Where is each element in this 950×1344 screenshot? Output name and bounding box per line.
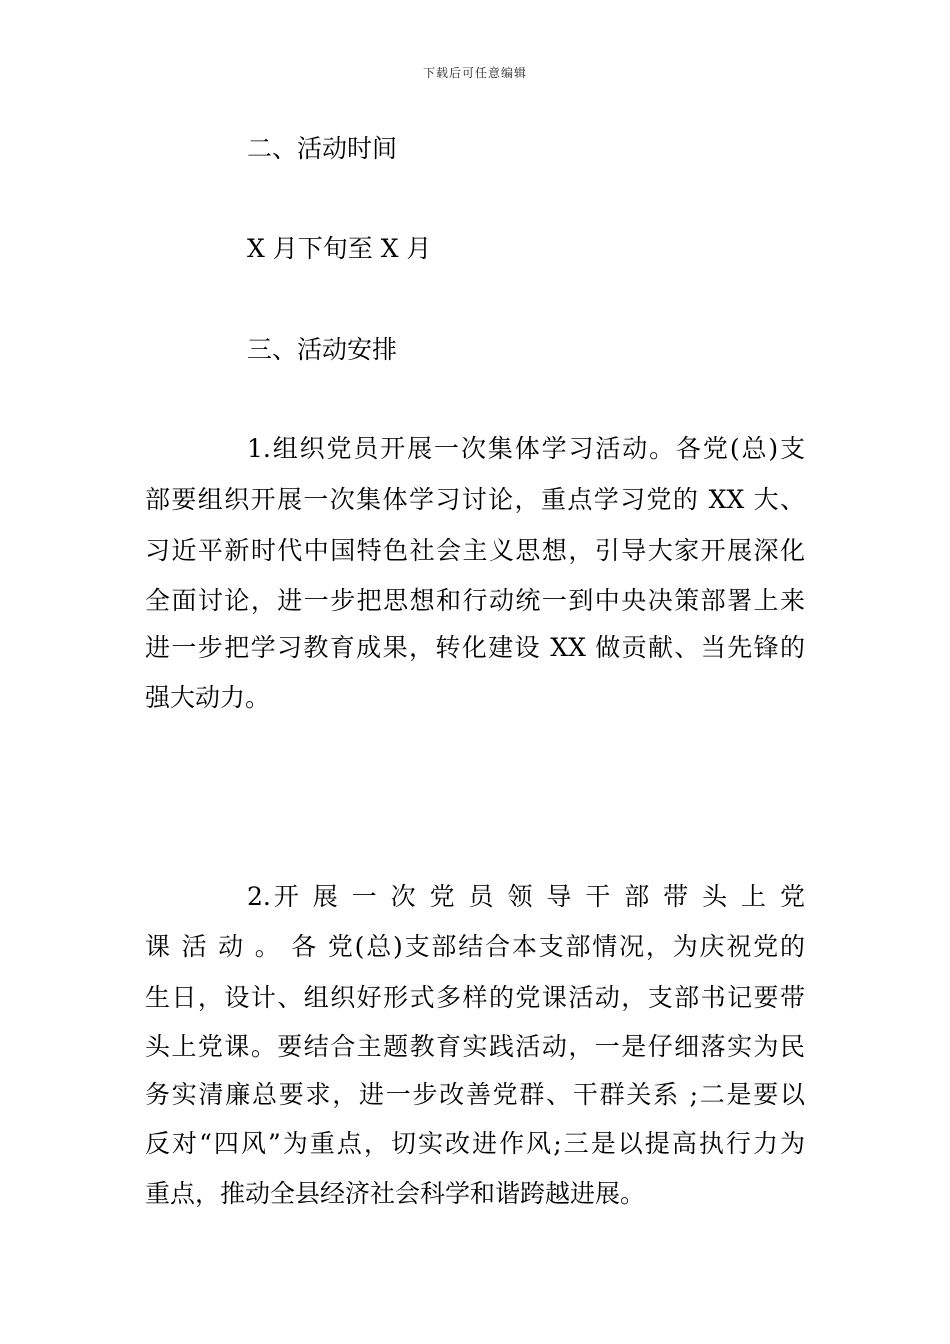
section-heading-arrangement: 三、活动安排 xyxy=(247,335,398,364)
paragraph-line: 生日，设计、组织好形式多样的党课活动，支部书记要带 xyxy=(145,983,805,1012)
page-header: 下载后可任意编辑 xyxy=(422,66,527,80)
paragraph-line: 2.开 展 一 次 党 员 领 导 干 部 带 头 上 党 xyxy=(247,882,805,911)
paragraph-line: 习近平新时代中国特色社会主义思想，引导大家开展深化 xyxy=(145,536,805,565)
paragraph-line: 重点，推动全县经济社会科学和谐跨越进展。 xyxy=(145,1179,646,1208)
paragraph-line: 反对“四风”为重点，切实改进作风;三是以提高执行力为 xyxy=(145,1129,805,1158)
paragraph-line: 强大动力。 xyxy=(145,683,271,712)
paragraph-line: 部要组织开展一次集体学习讨论，重点学习党的 XX 大、 xyxy=(145,485,805,514)
activity-time-text: X 月下旬至 X 月 xyxy=(247,234,432,263)
paragraph-line: 头上党课。要结合主题教育实践活动，一是仔细落实为民 xyxy=(145,1032,805,1061)
paragraph-line: 1.组织党员开展一次集体学习活动。各党(总)支 xyxy=(247,434,805,463)
paragraph-line: 全面讨论，进一步把思想和行动统一到中央决策部署上来 xyxy=(145,586,805,615)
paragraph-line: 课 活 动 。 各 党(总)支部结合本支部情况，为庆祝党的 xyxy=(145,932,805,961)
paragraph-line: 务实清廉总要求，进一步改善党群、干群关系 ;二是要以 xyxy=(145,1080,805,1109)
paragraph-line: 进一步把学习教育成果，转化建设 XX 做贡献、当先锋的 xyxy=(145,633,805,662)
section-heading-time: 二、活动时间 xyxy=(247,134,398,163)
